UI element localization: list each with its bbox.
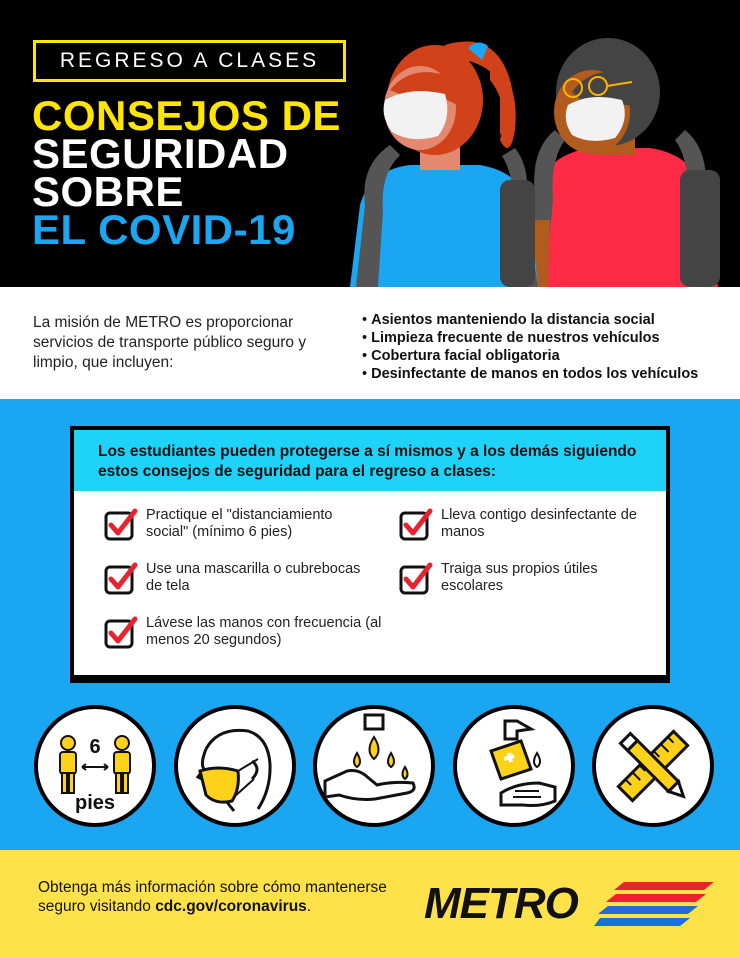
checkbox-check-icon: [104, 615, 138, 649]
cdc-link[interactable]: cdc.gov/coronavirus: [155, 898, 307, 915]
tip-item: [104, 507, 374, 541]
metro-logo-stripes: [594, 882, 714, 926]
header-tag: REGRESO A CLASES: [33, 40, 346, 82]
students-illustration: [350, 20, 740, 287]
headline-line-1: CONSEJOS DE: [32, 92, 341, 139]
tips-list: [74, 491, 666, 675]
metro-logo-text: METRO: [424, 879, 578, 928]
headline: [32, 92, 341, 253]
headline-line-3: SOBRE: [32, 168, 184, 215]
social-distance-graphic: [38, 709, 152, 823]
school-supplies-icon: [592, 705, 714, 827]
tips-heading: Los estudiantes pueden protegerse a sí mismos y a los demás siguiendo estos consejos de seguridad para el regreso a clases:: [74, 430, 666, 491]
checkbox-check-icon: [399, 507, 433, 541]
tip-item: [399, 507, 639, 541]
mission-bullet: • Cobertura facial obligatoria: [362, 347, 698, 365]
tip-item: [104, 561, 374, 595]
tips-box: [70, 426, 670, 683]
mission-bullet: • Asientos manteniendo la distancia social: [362, 311, 698, 329]
mission-section: [0, 287, 740, 399]
footer-text-prefix: Obtenga más información sobre cómo mantenerse seguro visitando: [38, 879, 387, 915]
footer-text: [38, 878, 398, 916]
hand-washing-graphic: [317, 709, 431, 823]
tip-text: Traiga sus propios útiles escolares: [441, 561, 598, 594]
tips-section: [0, 399, 740, 850]
face-mask-icon: [174, 705, 296, 827]
header: [0, 0, 740, 287]
checkbox-check-icon: [399, 561, 433, 595]
tip-item: [104, 615, 384, 649]
hand-sanitizer-icon: [453, 705, 575, 827]
checkbox-check-icon: [104, 561, 138, 595]
headline-line-4: EL COVID-19: [32, 206, 296, 253]
tip-item: [399, 561, 639, 595]
metro-logo: [424, 874, 714, 934]
mission-bullets: [362, 311, 698, 383]
mission-bullet: • Desinfectante de manos en todos los vehículos: [362, 365, 698, 383]
icons-row: [0, 705, 740, 831]
tip-text: Use una mascarilla o cubrebocas de tela: [146, 561, 361, 594]
distance-unit: pies: [74, 792, 116, 814]
face-mask-graphic: [178, 709, 292, 823]
hand-sanitizer-graphic: [457, 709, 571, 823]
tip-text: Practique el "distanciamiento social" (mínimo 6 pies): [146, 507, 333, 540]
tip-text: Lávese las manos con frecuencia (al menos 20 segundos): [146, 615, 382, 648]
checkbox-check-icon: [104, 507, 138, 541]
student-left-figure: [350, 42, 538, 287]
social-distance-icon: [34, 705, 156, 827]
hand-washing-icon: [313, 705, 435, 827]
footer: [0, 850, 740, 958]
distance-number: 6: [89, 736, 101, 758]
tip-text: Lleva contigo desinfectante de manos: [441, 507, 637, 540]
school-supplies-graphic: [596, 709, 710, 823]
footer-text-suffix: .: [306, 898, 312, 915]
mission-text: La misión de METRO es proporcionar servicios de transporte público seguro y limpio, que incluyen:: [33, 314, 307, 371]
mission-bullet: • Limpieza frecuente de nuestros vehículos: [362, 329, 698, 347]
student-right-figure: [525, 38, 720, 287]
headline-line-2: SEGURIDAD: [32, 130, 289, 177]
